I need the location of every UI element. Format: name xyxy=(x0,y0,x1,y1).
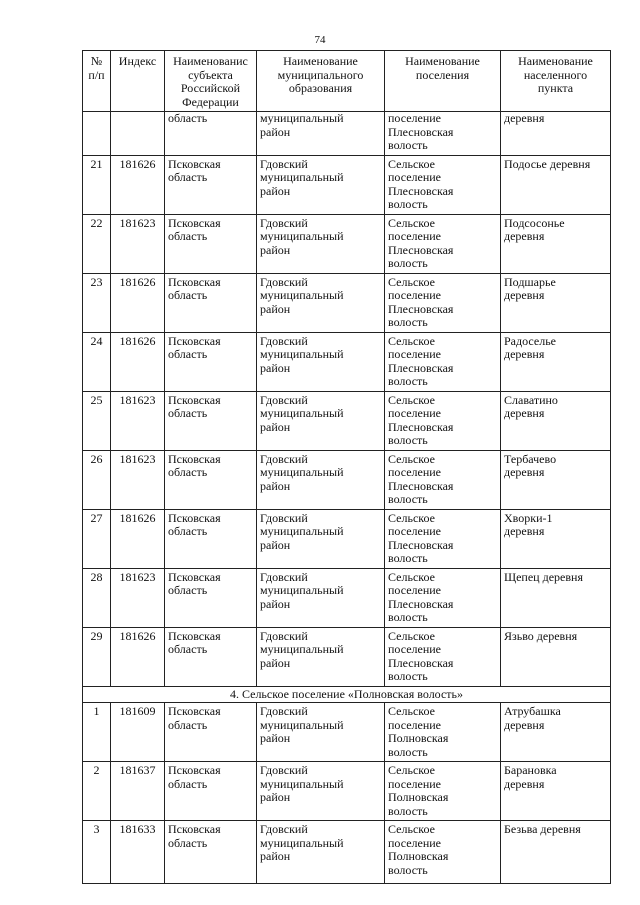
cell-text: Сельское поселение Плесновская волость xyxy=(388,274,454,329)
cell-index: 181626 xyxy=(111,332,165,391)
cell-text: Барановка деревня xyxy=(504,763,557,791)
cell-text: Гдовский муниципальный район xyxy=(260,763,344,804)
cell-index: 181626 xyxy=(111,155,165,214)
cell-text: Подсосонье деревня xyxy=(504,215,565,243)
cell-settlement xyxy=(385,762,501,821)
cell-locality xyxy=(501,155,611,214)
cell-number: 24 xyxy=(83,332,111,391)
section-heading-row xyxy=(83,686,611,703)
cell-number: 1 xyxy=(83,703,111,762)
cell-number: 2 xyxy=(83,762,111,821)
section-heading: 4. Сельское поселение «Полновская волость» xyxy=(83,686,611,703)
table-row xyxy=(83,332,611,391)
column-header-settlement xyxy=(385,51,501,112)
cell-index: 181633 xyxy=(111,821,165,884)
cell-text: Сельское поселение Плесновская волость xyxy=(388,569,454,624)
cell-text: поселение Плесновская волость xyxy=(388,111,454,152)
table-row xyxy=(83,703,611,762)
cell-locality xyxy=(501,568,611,627)
cell-index xyxy=(111,112,165,156)
cell-text: Подшарье деревня xyxy=(504,274,556,302)
cell-index: 181637 xyxy=(111,762,165,821)
column-header-locality xyxy=(501,51,611,112)
cell-municipality xyxy=(257,821,385,884)
cell-number: 23 xyxy=(83,273,111,332)
column-header-label: № п/п xyxy=(88,54,105,82)
cell-text: Тербачево деревня xyxy=(504,451,557,479)
cell-locality xyxy=(501,509,611,568)
cell-number: 25 xyxy=(83,391,111,450)
column-header-subject xyxy=(165,51,257,112)
cell-text: Гдовский муниципальный район xyxy=(260,569,344,611)
cell-municipality xyxy=(257,568,385,627)
cell-locality xyxy=(501,821,611,884)
column-header-index xyxy=(111,51,165,112)
column-header-label: Индекс xyxy=(118,54,157,68)
cell-settlement xyxy=(385,627,501,686)
cell-text: Гдовский муниципальный район xyxy=(260,704,344,745)
cell-text: Гдовский муниципальный район xyxy=(260,392,344,434)
cell-number: 3 xyxy=(83,821,111,884)
cell-index: 181626 xyxy=(111,509,165,568)
cell-text: Псковская область xyxy=(168,510,221,538)
cell-index: 181609 xyxy=(111,703,165,762)
cell-text: Безьва деревня xyxy=(504,822,581,836)
cell-subject xyxy=(165,332,257,391)
cell-text: Радоселье деревня xyxy=(504,333,556,361)
cell-number: 26 xyxy=(83,450,111,509)
settlement-register-table xyxy=(82,50,611,884)
cell-settlement xyxy=(385,568,501,627)
cell-municipality xyxy=(257,703,385,762)
cell-subject xyxy=(165,155,257,214)
cell-locality xyxy=(501,450,611,509)
cell-settlement xyxy=(385,391,501,450)
cell-text: Сельское поселение Плесновская волость xyxy=(388,215,454,270)
table-row xyxy=(83,155,611,214)
cell-locality xyxy=(501,332,611,391)
cell-text: Подосье деревня xyxy=(504,156,591,171)
cell-text: Хворки-1 деревня xyxy=(504,510,553,538)
cell-municipality xyxy=(257,332,385,391)
cell-settlement xyxy=(385,112,501,156)
cell-text: Щепец деревня xyxy=(504,569,583,584)
cell-text: Псковская область xyxy=(168,763,221,791)
cell-text: Псковская область xyxy=(168,628,221,656)
cell-subject xyxy=(165,568,257,627)
cell-index: 181623 xyxy=(111,568,165,627)
cell-text: Псковская область xyxy=(168,215,221,243)
cell-subject xyxy=(165,112,257,156)
cell-number: 21 xyxy=(83,155,111,214)
cell-subject xyxy=(165,821,257,884)
cell-text: Псковская область xyxy=(168,822,221,850)
table-row xyxy=(83,568,611,627)
cell-subject xyxy=(165,627,257,686)
cell-text: Гдовский муниципальный район xyxy=(260,274,344,316)
table-row xyxy=(83,450,611,509)
cell-settlement xyxy=(385,332,501,391)
cell-index: 181623 xyxy=(111,391,165,450)
cell-text: Гдовский муниципальный район xyxy=(260,215,344,257)
cell-subject xyxy=(165,391,257,450)
cell-subject xyxy=(165,214,257,273)
cell-number: 29 xyxy=(83,627,111,686)
cell-municipality xyxy=(257,112,385,156)
cell-text: Псковская область xyxy=(168,392,221,420)
cell-text: Сельское поселение Полновская волость xyxy=(388,704,449,759)
cell-index: 181623 xyxy=(111,214,165,273)
cell-locality xyxy=(501,112,611,156)
cell-number: 22 xyxy=(83,214,111,273)
cell-index: 181626 xyxy=(111,627,165,686)
cell-locality xyxy=(501,703,611,762)
cell-number xyxy=(83,112,111,156)
cell-text: Сельское поселение Плесновская волость xyxy=(388,333,454,388)
cell-settlement xyxy=(385,450,501,509)
cell-text: Гдовский муниципальный район xyxy=(260,510,344,552)
cell-text: Сельское поселение Плесновская волость xyxy=(388,510,454,565)
cell-municipality xyxy=(257,627,385,686)
cell-text: Гдовский муниципальный район xyxy=(260,628,344,670)
table-row xyxy=(83,821,611,884)
cell-municipality xyxy=(257,450,385,509)
column-header-label: Наименование поселения xyxy=(405,54,480,82)
cell-subject xyxy=(165,509,257,568)
cell-number: 27 xyxy=(83,509,111,568)
cell-text: Славатино деревня xyxy=(504,392,558,420)
cell-text: деревня xyxy=(504,111,545,125)
cell-text: Сельское поселение Плесновская волость xyxy=(388,156,454,211)
table-row xyxy=(83,627,611,686)
cell-index: 181626 xyxy=(111,273,165,332)
cell-text: муниципальный район xyxy=(260,111,344,139)
cell-text: Сельское поселение Плесновская волость xyxy=(388,451,454,506)
cell-text: Псковская область xyxy=(168,156,221,184)
column-header-number xyxy=(83,51,111,112)
cell-settlement xyxy=(385,509,501,568)
cell-number: 28 xyxy=(83,568,111,627)
cell-text: Гдовский муниципальный район xyxy=(260,451,344,493)
table-row xyxy=(83,762,611,821)
cell-municipality xyxy=(257,273,385,332)
cell-municipality xyxy=(257,214,385,273)
cell-locality xyxy=(501,214,611,273)
cell-municipality xyxy=(257,509,385,568)
cell-text: Псковская область xyxy=(168,704,221,732)
cell-locality xyxy=(501,762,611,821)
cell-municipality xyxy=(257,155,385,214)
cell-text: Псковская область xyxy=(168,451,221,479)
cell-text: Псковская область xyxy=(168,569,221,597)
cell-locality xyxy=(501,273,611,332)
cell-subject xyxy=(165,450,257,509)
cell-settlement xyxy=(385,821,501,884)
cell-settlement xyxy=(385,214,501,273)
cell-index: 181623 xyxy=(111,450,165,509)
cell-locality xyxy=(501,391,611,450)
cell-municipality xyxy=(257,762,385,821)
cell-settlement xyxy=(385,703,501,762)
cell-municipality xyxy=(257,391,385,450)
table-row-continuation xyxy=(83,112,611,156)
cell-text: Псковская область xyxy=(168,274,221,302)
cell-text: область xyxy=(168,111,208,125)
column-header-municipality xyxy=(257,51,385,112)
cell-subject xyxy=(165,273,257,332)
table-row xyxy=(83,214,611,273)
cell-text: Гдовский муниципальный район xyxy=(260,156,344,198)
cell-text: Сельское поселение Полновская волость xyxy=(388,822,449,877)
cell-text: Гдовский муниципальный район xyxy=(260,333,344,375)
cell-text: Псковская область xyxy=(168,333,221,361)
cell-settlement xyxy=(385,273,501,332)
cell-settlement xyxy=(385,155,501,214)
column-header-label: Наименованис субъекта Российской Федерации xyxy=(173,54,248,109)
cell-text: Сельское поселение Полновская волость xyxy=(388,763,449,818)
page-number: 74 xyxy=(314,34,326,46)
column-header-label: Наименование муниципального образования xyxy=(277,54,364,95)
column-header-label: Наименование населенного пункта xyxy=(518,54,593,95)
cell-text: Сельское поселение Плесновская волость xyxy=(388,628,454,683)
cell-text: Сельское поселение Плесновская волость xyxy=(388,392,454,447)
table-header-row xyxy=(83,51,611,112)
cell-subject xyxy=(165,703,257,762)
cell-locality xyxy=(501,627,611,686)
table-row xyxy=(83,509,611,568)
cell-text: Язьво деревня xyxy=(504,628,578,643)
table-row xyxy=(83,391,611,450)
cell-subject xyxy=(165,762,257,821)
table-row xyxy=(83,273,611,332)
cell-text: Атрубашка деревня xyxy=(504,704,561,732)
cell-text: Гдовский муниципальный район xyxy=(260,822,344,863)
